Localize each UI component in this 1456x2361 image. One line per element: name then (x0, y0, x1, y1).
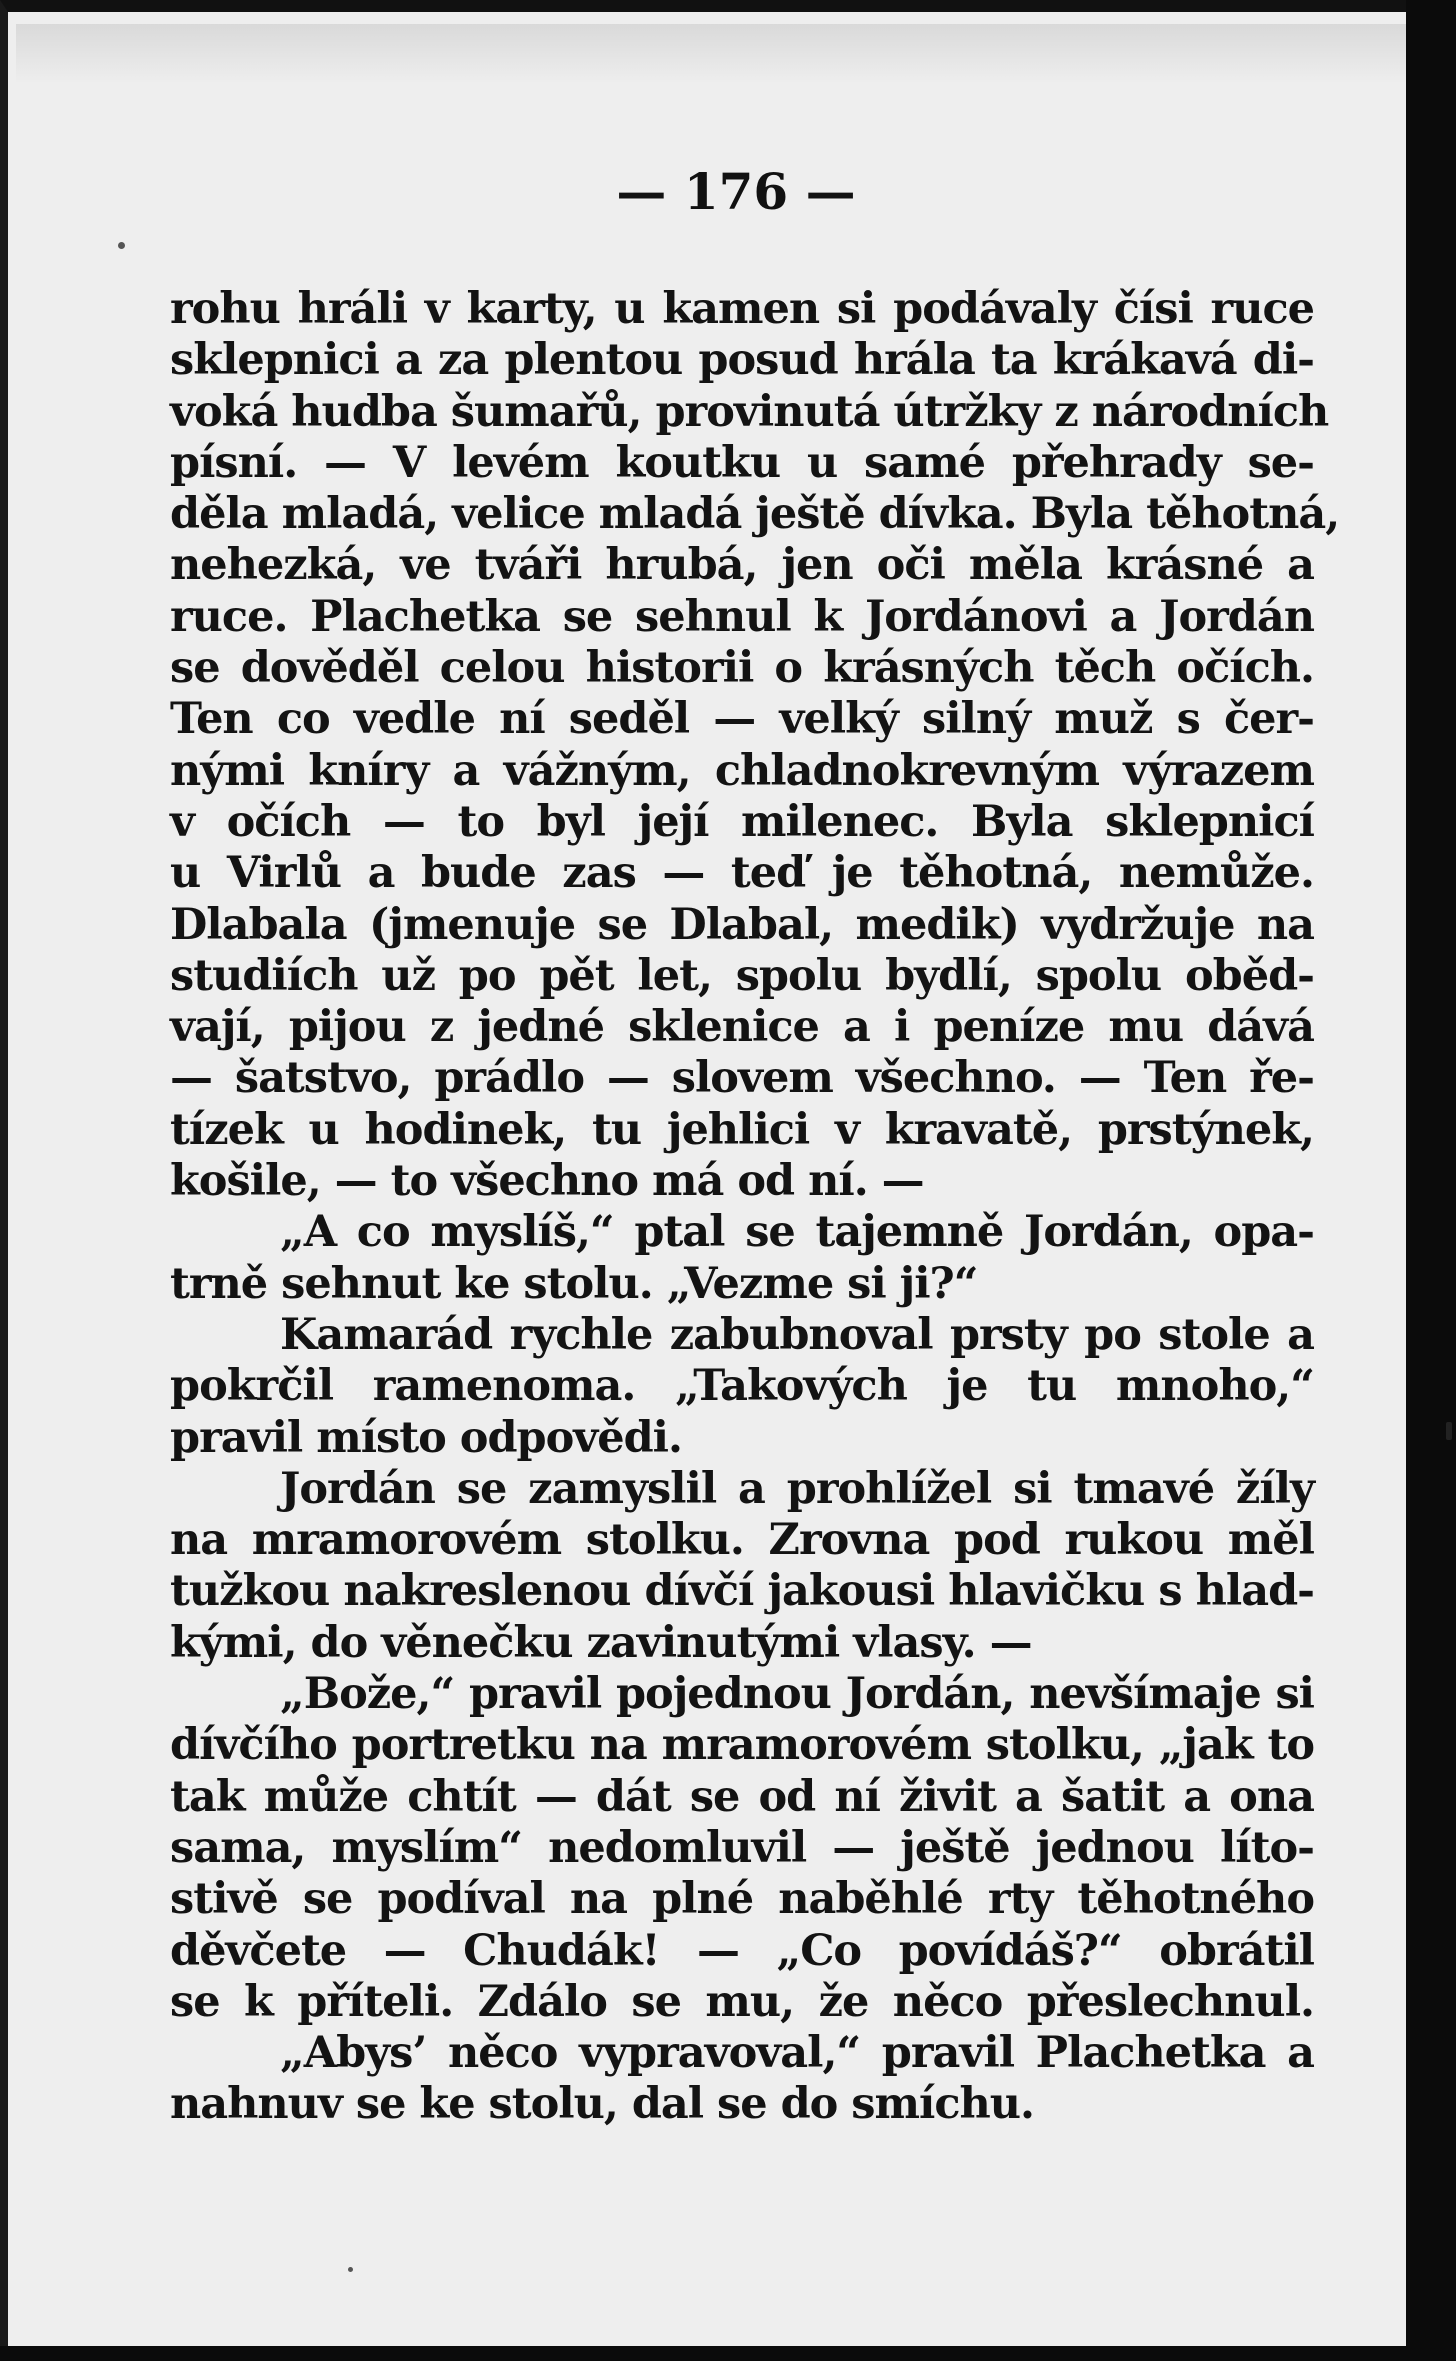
text-line: stivě se podíval na plné naběhlé rty těhotného (170, 1874, 1314, 1925)
text-line: pokrčil ramenoma. „Takových je tu mnoho,“ (170, 1361, 1314, 1412)
paper-speck (348, 2267, 353, 2272)
text-line: nahnuv se ke stolu, dal se do smíchu. (170, 2079, 1035, 2130)
text-line: rohu hráli v karty, u kamen si podávaly čísi ruce (170, 284, 1314, 334)
text-line: kými, do věnečku zavinutými vlasy. — (170, 1617, 1032, 1668)
text-line: se dověděl celou historii o krásných těch očích. (170, 643, 1314, 694)
text-line: Ten co vedle ní seděl — velký silný muž s čer- (170, 694, 1314, 745)
text-line: tužkou nakreslenou dívčí jakousi hlavičku s hlad- (170, 1566, 1314, 1617)
text-line: děla mladá, velice mladá ještě dívka. Byla těhotná, (170, 489, 1340, 540)
text-line: sklepnici a za plentou posud hrála ta krákavá di- (170, 335, 1314, 386)
text-line: Kamarád rychle zabubnoval prsty po stole a (280, 1309, 1314, 1360)
text-line: v očích — to byl její milenec. Byla sklepnicí (170, 796, 1314, 847)
text-line: trně sehnut ke stolu. „Vezme si ji?“ (170, 1258, 978, 1309)
text-line: „Abys’ něco vypravoval,“ pravil Plachetka a (280, 2028, 1314, 2079)
text-line: se k příteli. Zdálo se mu, že něco přeslechnul. (170, 1976, 1314, 2027)
text-line: Dlabala (jmenuje se Dlabal, medik) vydržuje na (170, 899, 1314, 950)
text-line: sama, myslím“ nedomluvil — ještě jednou líto- (170, 1822, 1314, 1873)
text-line: tízek u hodinek, tu jehlici v kravatě, prstýnek, (170, 1104, 1314, 1155)
text-line: tak může chtít — dát se od ní živit a šatit a ona (170, 1771, 1314, 1822)
text-line: vají, pijou z jedné sklenice a i peníze mu dává (170, 1002, 1314, 1053)
page-top-shadow (16, 24, 1406, 84)
text-line: na mramorovém stolku. Zrovna pod rukou měl (170, 1515, 1314, 1566)
page-number: — 176 — (616, 162, 856, 221)
text-line: Jordán se zamyslil a prohlížel si tmavé žíly (280, 1463, 1314, 1514)
text-line: u Virlů a bude zas — teď je těhotná, nemůže. (170, 848, 1314, 899)
text-line: „Bože,“ pravil pojednou Jordán, nevšímaje si (280, 1669, 1314, 1720)
text-line: nehezká, ve tváři hrubá, jen oči měla krásné a (170, 540, 1314, 591)
text-line: dívčího portretku na mramorovém stolku, „jak to (170, 1720, 1314, 1771)
body-text (170, 284, 1340, 2131)
text-line: písní. — V levém koutku u samé přehrady se- (170, 437, 1314, 488)
paper-speck (118, 242, 125, 249)
text-line: děvčete — Chudák! — „Co povídáš?“ obrátil (170, 1925, 1314, 1976)
text-line: studiích už po pět let, spolu bydlí, spolu oběd- (170, 950, 1314, 1001)
text-line: „A co myslíš,“ ptal se tajemně Jordán, opa- (280, 1207, 1314, 1258)
paper-speck (1446, 1422, 1452, 1440)
text-line: košile, — to všechno má od ní. — (170, 1156, 924, 1207)
text-line: voká hudba šumařů, provinutá útržky z národních (170, 386, 1329, 437)
text-line: pravil místo odpovědi. (170, 1412, 682, 1463)
text-line: ruce. Plachetka se sehnul k Jordánovi a Jordán (170, 591, 1314, 642)
text-line: — šatstvo, prádlo — slovem všechno. — Ten ře- (170, 1053, 1314, 1104)
text-line: nými kníry a vážným, chladnokrevným výrazem (170, 745, 1314, 796)
